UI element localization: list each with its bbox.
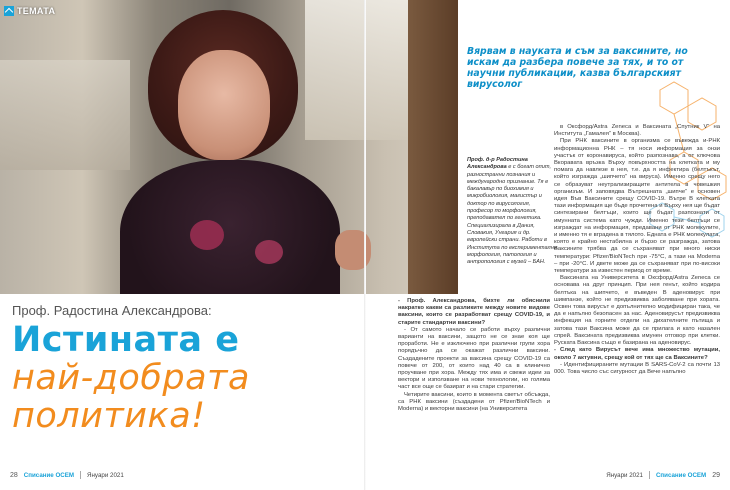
section-tag: [4, 4, 55, 17]
article-subhead: Проф. Радостина Александрова:: [12, 303, 212, 318]
section-tag-icon: [4, 6, 14, 16]
photo-door: [408, 0, 458, 294]
article-paragraph: - Идентифицираните мутации В SARS-CoV-2 са почти 13 000. Това число със сигурност да Вече напълно: [554, 361, 720, 375]
issue-date: Януари 2021: [87, 471, 124, 479]
article-paragraph: При РНК ваксините в организма се въвежда и-РНК информационна РНК – тя носи информация за онзи участък от коронавируса, който разпознава, а от ключова Вкоравата връзка Върху повърхността на клетката и му помага да навлезе в нея, т.е. да я инфектира (белтъкът, който изгражда „шипчето“ на вируса). Именно срещу него се образуват неутрализиращите антитела в човешкия организъм. И заповядва Вътрешната „шипче“ е основен идея Във Ваксините срещу COVID-19. Вътре В клетката тази информация ще бъде прочетена и Върху нея ще бъдат синтезирани белтъци, които ще бъдат разпознати от имунната система като чужди. Именно тези белтъци се изграждат на информация, предавани от РНК молекулите, и именно тя е вградена в тялото. Едната е РНК молекулата, която е крайно нестабилна и бързо се разгражда, затова Ваксините трябва да се съхраняват при много ниски температури: Pfizer/BioNTech при -75°С, а тази на Moderna – при -20°С. И двете може да се съхраняват при по-високи температури за известен период от време.: [554, 138, 720, 275]
photo-background-shelf: [0, 60, 130, 170]
interview-question: - Проф. Александрова, бихте ли обяснили накратко какви са разликите между новите видове ваксини, които се разработват срещу COVID-19, и старите стандартни ваксини?: [398, 298, 550, 326]
page-gutter: [364, 0, 366, 490]
footer-left: [10, 471, 124, 479]
section-tag-label: ТЕМАТА: [17, 5, 56, 16]
article-paragraph: Четирите ваксини, които в момента светът обсъжда, са РНК ваксини (създадени от Pfizer/BioNTech и Moderna) и векторни ваксини (на Университета: [398, 391, 550, 413]
portrait-photo: [0, 0, 458, 294]
photo-person-face: [178, 50, 270, 160]
headline-line-2: най-добрата: [12, 358, 250, 398]
photo-caption: [467, 157, 557, 266]
magazine-name: Списание ОСЕМ: [655, 471, 707, 479]
footer-divider: [649, 471, 650, 479]
caption-name: Проф. д-р Радостина Александрова: [467, 157, 528, 171]
footer-right: [606, 471, 720, 479]
caption-text: е с богат опит, разностранни познания и международно признание. Тя е бакалавър по биохимия и микробиология, магистър и доктор по вирусология, професор по морфология, преподавател по генетика. Специализирала в Дания, Словакия, Унгария и др. европейски страни. Работи в Института по експериментална морфология, патология и антропология с музей – БАН.: [467, 164, 557, 266]
page-number-right: 29: [712, 471, 720, 479]
interview-question: - След като Вирусът вече има множество мутации, около 7 актувни, срещу кой от тях ще са Ваксините?: [554, 347, 720, 361]
article-paragraph: - От самото начало се работи върху различни варианти на ваксини, защото не се знае коя ще проработи. Не е изключено при различни групи хора порядъчно да се окажат различни ваксини. Създадените проекти за ваксина срещу COVID-19 са повече от 200, от които над 40 са в клинично проучване при хора. Между тях има и свежи идеи за вектори и използване на нови технологии, но голяма част все още се базират и на стари стратегии.: [398, 326, 550, 391]
issue-date: Януари 2021: [606, 471, 643, 479]
article-paragraph: Ваксината на Университета в Оксфорд/Astra Zeneca се основава на друг принцип. При нея генът, който кодира белтъка на шипчето, е въведен В аденовирус при шимпанзе, който не предизвиква заболяване при хората. Освен това вирусът е допълнително модифициран така, че да е напълно безопасен за нас. Аденовирусът предизвиква инфекция на горните отдели на дихателните пътища и затова тази Ваксина може да се прилага и като назален спрей. Ваксината предизвиква имунен отговор при клетки. Руската Ваксина също е базирана на аденовирус.: [554, 275, 720, 347]
magazine-name: Списание ОСЕМ: [23, 471, 75, 479]
text-column-1: [398, 298, 550, 413]
photo-dress-flower: [190, 220, 224, 250]
article-paragraph: в Оксфорд/Astra Zeneca и Ваксината „Спутник V“ на Института „Гамалея“ в Москва).: [554, 124, 720, 138]
text-column-2: [554, 124, 720, 376]
page-number-left: 28: [10, 471, 18, 479]
photo-background-window: [305, 0, 415, 140]
pull-quote: Вярвам в науката и съм за ваксините, но искам да разбера повече за тях, и то от научни публикации, казва българският вирусолог: [467, 46, 688, 90]
photo-dress-flower: [255, 240, 283, 264]
headline-line-1: Истината е: [12, 320, 240, 360]
photo-person-body: [120, 160, 340, 294]
article-headline: [12, 321, 352, 435]
footer-divider: [80, 471, 81, 479]
headline-line-3: политика!: [12, 396, 206, 436]
